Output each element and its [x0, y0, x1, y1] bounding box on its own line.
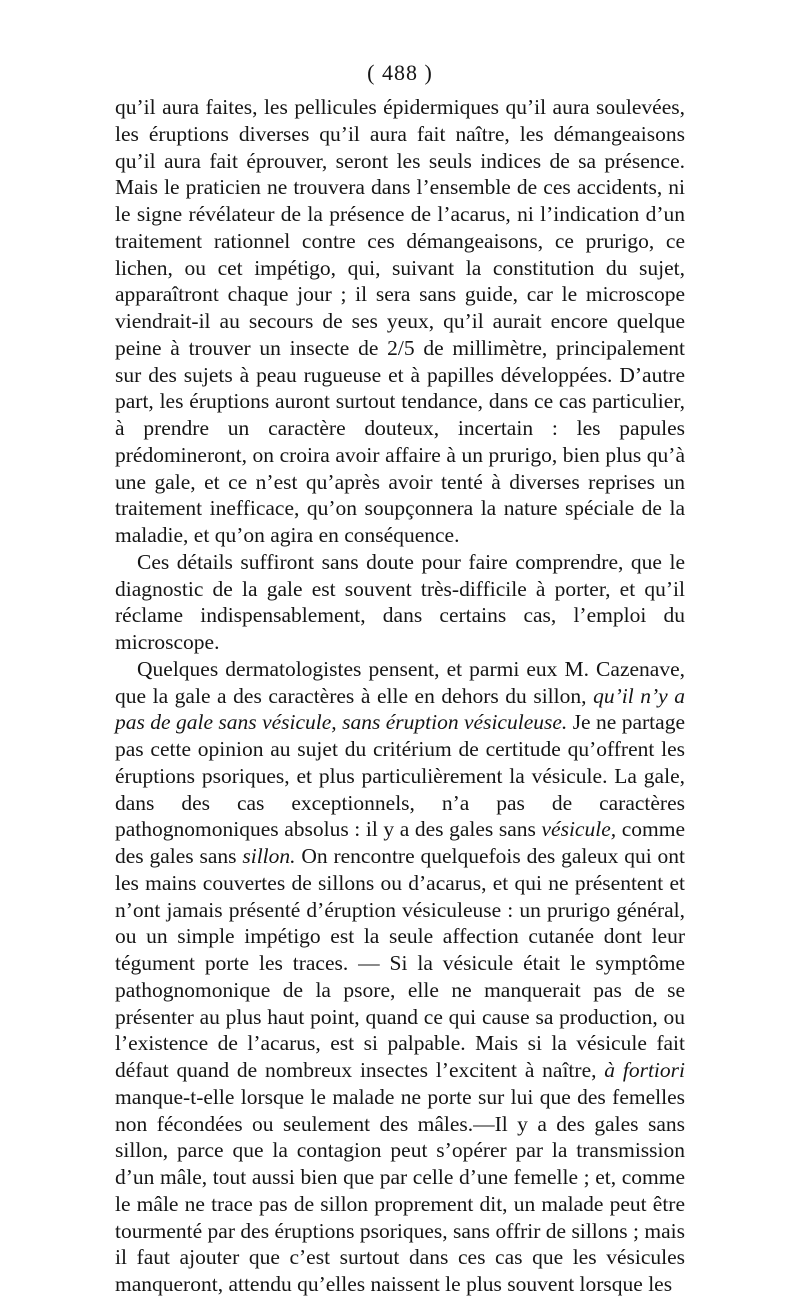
paragraph	[115, 656, 685, 1298]
text-segment: Ces détails suffiront sans doute pour faire comprendre, que le diagnostic de la gale est souvent très-difficile à porter, et qu’il réclame indispensablement, dans certains cas, l’emploi du microscope.	[115, 549, 685, 654]
text-segment: On rencontre quelquefois des galeux qui ont les mains couvertes de sillons ou d’acarus, et qui ne présentent et n’ont jamais présenté d’éruption vésiculeuse : un prurigo général, ou un simple impétigo est la seule affection cutanée dont leur tégument porte les traces. — Si la vésicule était le symptôme pathognomonique de la psore, elle ne manquerait pas de se présenter au plus haut point, quand ce qui cause sa production, ou l’existence de l’acarus, est si palpable. Mais si la vésicule fait défaut quand de nombreux insectes l’excitent à naître,	[115, 844, 685, 1082]
book-page	[115, 58, 685, 1298]
paragraph	[115, 94, 685, 549]
text-segment: comme des gales sans	[115, 817, 685, 868]
text-segment: qu’il aura faites, les pellicules épidermiques qu’il aura soulevées, les éruptions diverses qu’il aura fait naître, les démangeaisons qu’il aura fait éprouver, seront les seuls indices de sa présence. Mais le praticien ne trouvera dans l’ensemble de ces accidents, ni le signe révélateur de la présence de l’acarus, ni l’indication d’un traitement rationnel contre ces démangeaisons, ce prurigo, ce lichen, ou cet impétigo, qui, suivant la constitution du sujet, apparaîtront chaque jour ; il sera sans guide, car le microscope viendrait-il au secours de ses yeux, qu’il aurait encore quelque peine à trouver un insecte de 2/5 de millimètre, principalement sur des sujets à peau rugueuse et à papilles développées. D’autre part, les éruptions auront surtout tendance, dans ce cas particulier, à prendre un caractère douteux, incertain : les papules prédomineront, on croira avoir affaire à un prurigo, bien plus qu’à une gale, et ce n’est qu’après avoir tenté à diverses reprises un traitement inefficace, qu’on soupçonnera la nature spéciale de la maladie, et qu’on agira en conséquence.	[115, 95, 685, 547]
italic-text: sillon.	[242, 844, 296, 868]
italic-text: qu’il n’y a pas de gale sans vésicule, sans éruption vésiculeuse.	[115, 683, 685, 735]
paragraph	[115, 549, 685, 656]
italic-text: vésicule,	[541, 817, 617, 842]
body-text	[115, 94, 685, 1298]
text-segment: Je ne partage pas cette opinion au sujet du critérium de certitude qu’offrent les éruptions psoriques, et plus particulièrement la vésicule. La gale, dans des cas exceptionnels, n’a pas de caractères pathognomoniques absolus : il y a des gales sans	[115, 710, 685, 842]
text-segment: manque-t-elle lorsque le malade ne porte sur lui que des femelles non fécondées ou seulement des mâles.—Il y a des gales sans sillon, parce que la contagion peut s’opérer par la transmission d’un mâle, tout aussi bien que par celle d’une femelle ; et, comme le mâle ne trace pas de sillon proprement dit, un malade peut être tourmenté par des éruptions psoriques, sans offrir de sillons ; mais il faut ajouter que c’est surtout dans ces cas que les vésicules manqueront, attendu qu’elles naissent le plus souvent lorsque les	[115, 1084, 685, 1296]
text-segment: Quelques dermatologistes pensent, et parmi eux M. Cazenave, que la gale a des caractères à elle en dehors du sillon,	[115, 656, 685, 708]
italic-text: à fortiori	[604, 1058, 685, 1082]
page-number: ( 488 )	[367, 60, 433, 85]
